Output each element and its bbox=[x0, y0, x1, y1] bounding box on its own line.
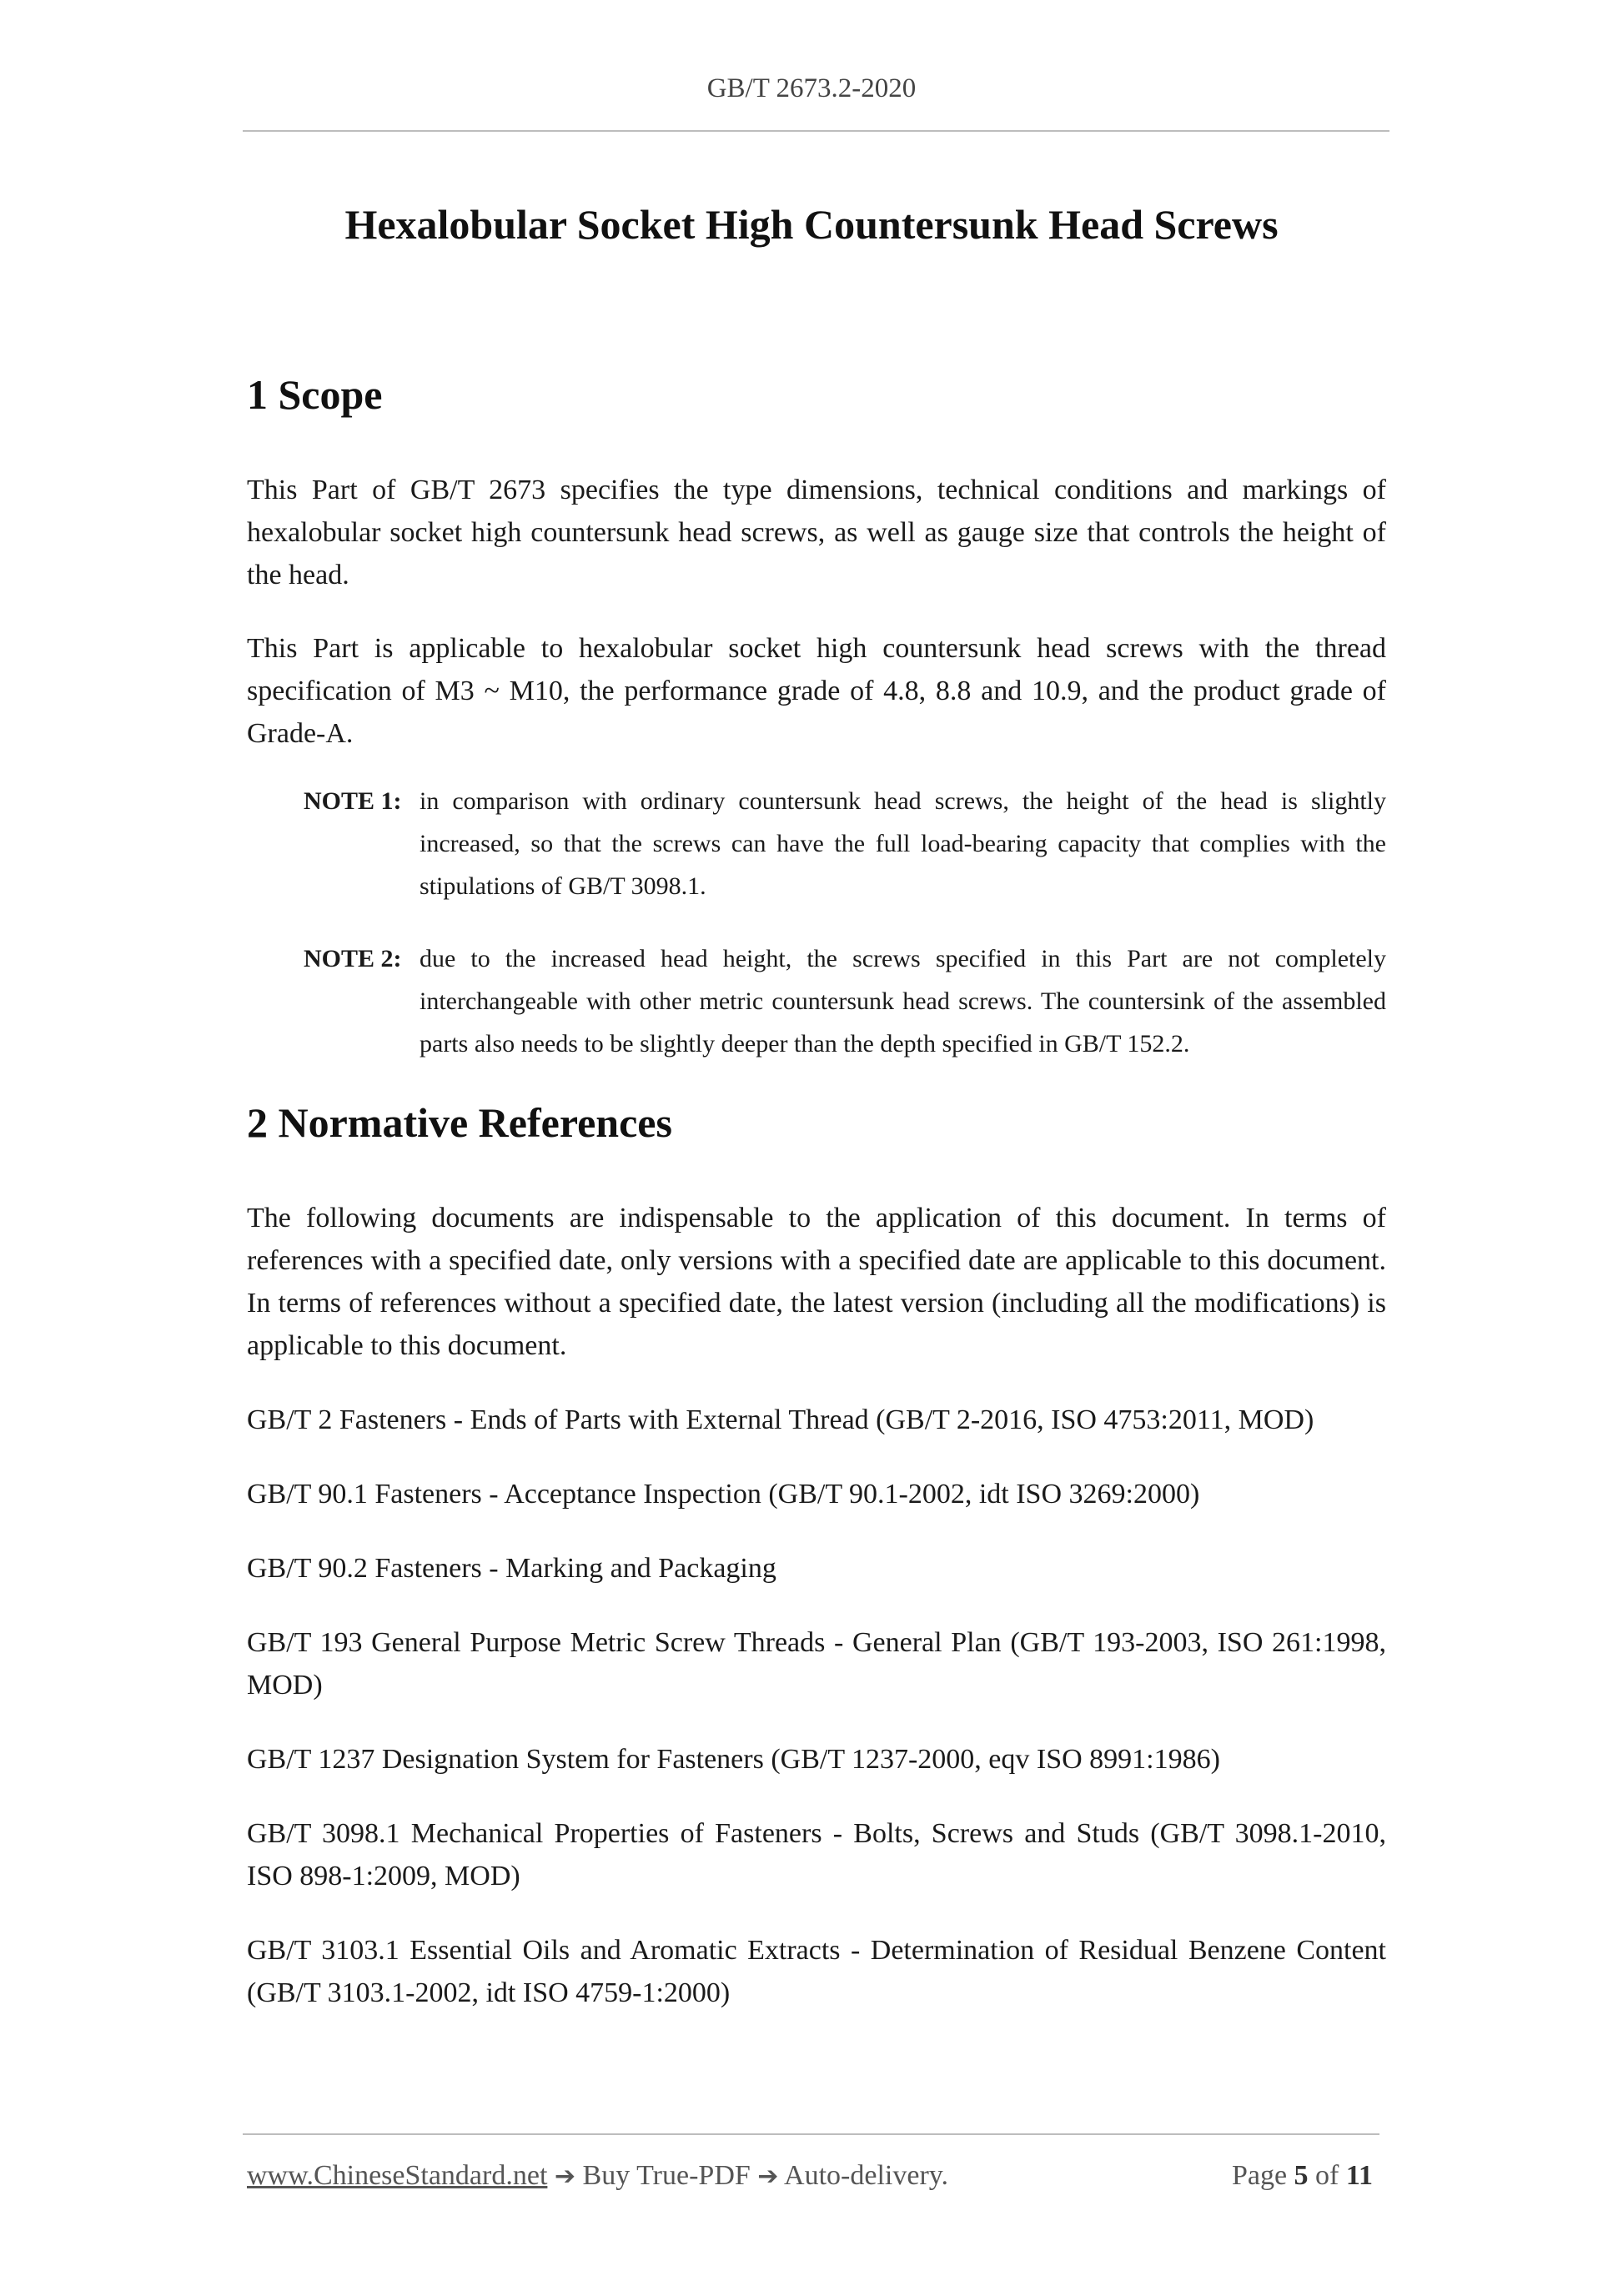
note-2-label: NOTE 2: bbox=[304, 945, 402, 972]
note-1 bbox=[304, 780, 1386, 907]
section-heading-scope: 1 Scope bbox=[247, 371, 383, 418]
buy-true-pdf-text: Buy True-PDF bbox=[582, 2160, 751, 2191]
header-divider bbox=[243, 130, 1389, 132]
auto-delivery-text: Auto-delivery. bbox=[784, 2160, 949, 2191]
page-number bbox=[1232, 2160, 1373, 2192]
reference-item: GB/T 1237 Designation System for Fasteners (GB/T 1237-2000, eqv ISO 8991:1986) bbox=[247, 1744, 1220, 1775]
reference-item: GB/T 193 General Purpose Metric Screw Threads - General Plan (GB/T 193-2003, ISO 261:1998, MOD) bbox=[247, 1627, 1386, 1701]
normative-intro: The following documents are indispensable to the application of this document. In terms of references with a specified date, only versions with a specified date are applicable to this document. In terms of references without a specified date, the latest version (including all the modifications) is applicable to this document. bbox=[247, 1203, 1386, 1361]
note-2-text: due to the increased head height, the screws specified in this Part are not completely interchangeable with other metric countersunk head screws. The countersink of the assembled parts also needs to be slightly deeper than the depth specified in GB/T 152.2. bbox=[420, 945, 1386, 1058]
note-1-text: in comparison with ordinary countersunk head screws, the height of the head is slightly increased, so that the screws can have the full load-bearing capacity that complies with the stipulations of GB/T 3098.1. bbox=[420, 787, 1386, 900]
footer-divider bbox=[243, 2133, 1379, 2135]
document-title: Hexalobular Socket High Countersunk Head Screws bbox=[344, 201, 1279, 248]
right-arrow-icon: ➔ bbox=[757, 2162, 779, 2191]
page-total: 11 bbox=[1345, 2160, 1373, 2191]
page-current: 5 bbox=[1294, 2160, 1309, 2191]
website-link[interactable]: www.ChineseStandard.net bbox=[247, 2160, 548, 2191]
note-2 bbox=[304, 937, 1386, 1065]
scope-paragraph-2: This Part is applicable to hexalobular socket high countersunk head screws with the thread specification of M3 ~ M10, the performance grade of 4.8, 8.8 and 10.9, and the product grade of Grade-A. bbox=[247, 633, 1386, 749]
right-arrow-icon: ➔ bbox=[554, 2162, 576, 2191]
reference-item: GB/T 3098.1 Mechanical Properties of Fasteners - Bolts, Screws and Studs (GB/T 3098.1-2010, ISO 898-1:2009, MOD) bbox=[247, 1818, 1386, 1892]
section-heading-normative-references: 2 Normative References bbox=[247, 1099, 672, 1146]
of-word: of bbox=[1315, 2160, 1339, 2191]
footer-promo bbox=[247, 2160, 948, 2192]
note-1-label: NOTE 1: bbox=[304, 787, 402, 815]
reference-item: GB/T 2 Fasteners - Ends of Parts with External Thread (GB/T 2-2016, ISO 4753:2011, MOD) bbox=[247, 1404, 1314, 1435]
reference-item: GB/T 90.1 Fasteners - Acceptance Inspection (GB/T 90.1-2002, idt ISO 3269:2000) bbox=[247, 1479, 1200, 1510]
main-content bbox=[247, 365, 1386, 2014]
scope-paragraph-1: This Part of GB/T 2673 specifies the type dimensions, technical conditions and markings of hexalobular socket high countersunk head screws, as well as gauge size that controls the height of the head. bbox=[247, 475, 1386, 590]
reference-item: GB/T 3103.1 Essential Oils and Aromatic Extracts - Determination of Residual Benzene Content (GB/T 3103.1-2002, idt ISO 4759-1:2000) bbox=[247, 1935, 1386, 2008]
page-word: Page bbox=[1231, 2160, 1288, 2191]
reference-item: GB/T 90.2 Fasteners - Marking and Packaging bbox=[247, 1553, 776, 1584]
header-doc-id: GB/T 2673.2-2020 bbox=[706, 73, 917, 103]
